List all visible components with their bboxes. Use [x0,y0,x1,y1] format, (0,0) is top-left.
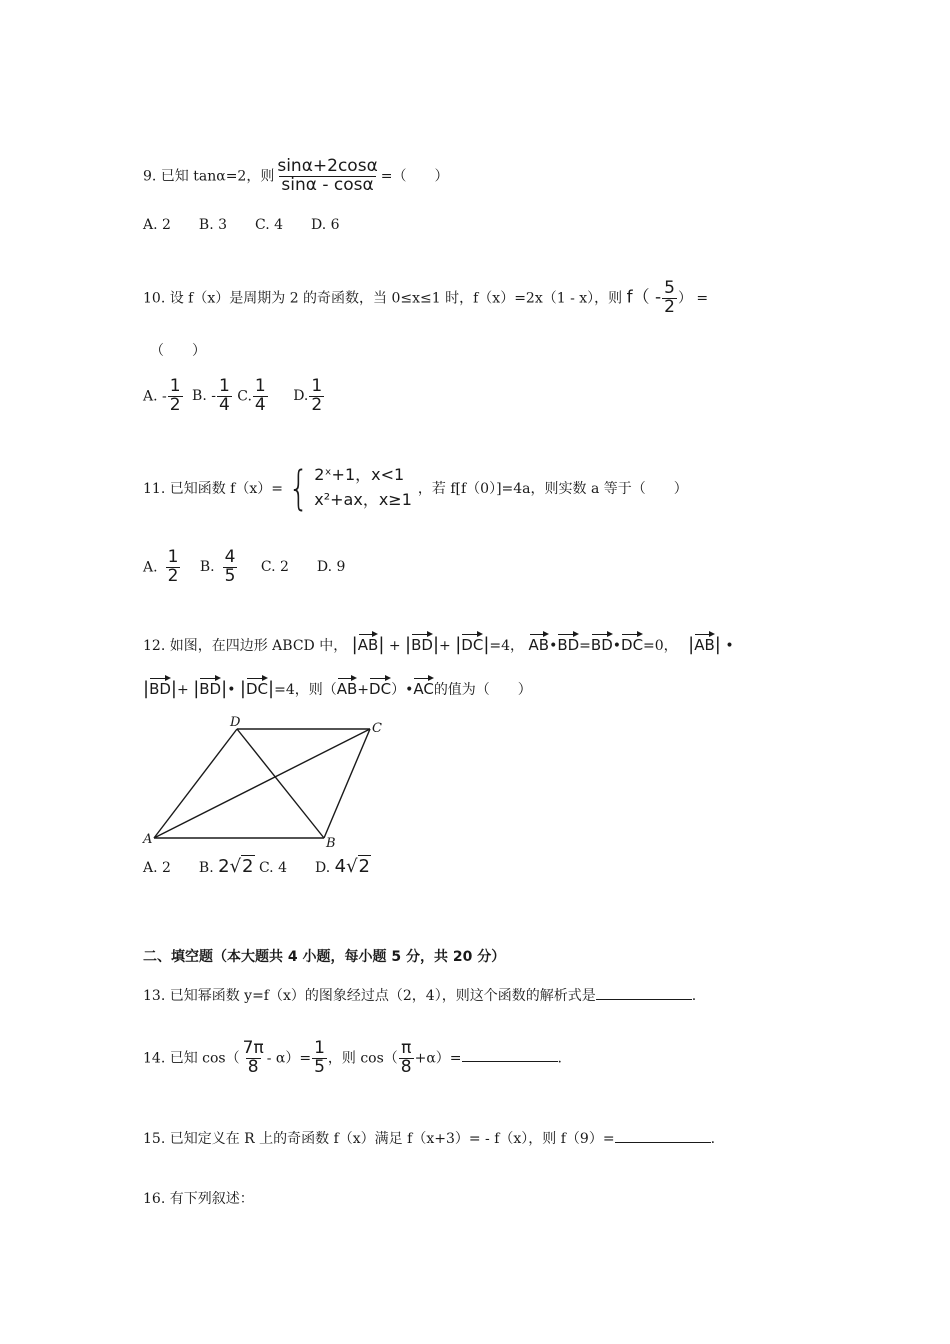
period: . [691,988,697,1004]
period: . [557,1050,562,1067]
q12-opt-cd: C. 4 D. [258,860,331,876]
q10-frac-den: 2 [664,296,675,317]
vector-ab: AB [529,632,550,653]
q14-stem [143,1040,562,1077]
q10-f-prefix: f（ - [626,287,662,308]
q10-c-den: 4 [254,394,266,415]
q12-opt-d-value: 4√2 [334,856,370,877]
vector-bd: BD [591,632,613,653]
q11-brace: { [288,460,309,515]
q10-opt-a-frac [168,378,183,415]
q11-opt-a-frac [166,549,181,586]
q14-f1-num: 7π [242,1038,264,1058]
q10-opt-c-label: C. [237,388,252,405]
abs-bar: | [239,678,246,699]
q10-d-num: 1 [311,376,323,396]
abs-bar: | [351,634,358,655]
q10-fraction [662,280,677,317]
q12-prefix: 12. 如图，在四边形 ABCD 中， [143,638,348,654]
q10-opt-d-label: D. [293,388,309,405]
vector-ab: AB [358,632,379,653]
q15-text: 15. 已知定义在 R 上的奇函数 f（x）满足 f（x+3）= - f（x），则 f（9）= [143,1131,615,1147]
vector-bd: BD [199,676,221,697]
q14-frac-3 [399,1040,414,1077]
q12-line2 [143,676,532,699]
abs-bar: | [688,634,695,655]
label-c: C [372,721,382,736]
q10-b-den: 4 [218,394,230,415]
vector-ab: AB [694,632,715,653]
q11-cases [314,463,412,513]
vector-bd: BD [411,632,433,653]
q9-suffix: =（ ） [380,168,449,185]
q11-opt-b-frac [223,549,238,586]
q11-case1: 2ˣ+1，x<1 [314,465,405,484]
q10-opt-b-label: B. - [192,388,216,405]
q14-frac-2 [312,1040,327,1077]
plus-sign: + [388,638,401,654]
abs-bar: | [714,634,721,655]
q11-stem [143,460,688,515]
q12-line2-mid: =4，则（ [274,682,337,698]
q12-line1: 12. 如图，在四边形 ABCD 中， |AB| + |BD|+ |DC|=4， AB•BD=BD•DC=0， |AB| • [143,634,734,655]
q10-a-num: 1 [169,376,181,396]
q11-a-num: 1 [167,547,179,567]
q9-numerator: sinα+2cosα [277,156,378,176]
coef: 4 [334,856,347,877]
q16-stem: 16. 有下列叙述： [143,1191,254,1207]
vector-ac: AC [413,676,433,697]
diagonal-bd [237,729,324,838]
abs-bar: | [170,678,177,699]
quadrilateral-diagram [140,712,400,852]
q14-mid2: ，则 cos（ [327,1050,398,1067]
radicand: 2 [358,856,370,877]
vector-bd: BD [557,632,579,653]
q10-text: 10. 设 f（x）是周期为 2 的奇函数，当 0≤x≤1 时，f（x）=2x（1 - x），则 [143,290,623,307]
plus-sign: + [357,682,370,698]
q11-case2: x²+ax，x≥1 [314,489,412,509]
dot-operator: • [405,682,414,698]
abs-bar: | [193,678,200,699]
q10-c-num: 1 [254,376,266,396]
q14-f1-den: 8 [247,1056,259,1077]
edge-ad [154,729,237,838]
edge-bc [324,729,370,838]
q14-mid3: +α）= [414,1050,462,1067]
q11-a-den: 2 [167,565,179,586]
radicand: 2 [242,856,254,877]
q10-opt-c-frac [253,378,268,415]
q15-stem [143,1128,715,1148]
q14-f2-num: 1 [314,1038,325,1058]
q10-a-den: 2 [169,394,181,415]
label-a: A [143,832,153,847]
q11-b-num: 4 [224,547,236,567]
q11-opt-b-label: B. [199,559,215,576]
abs-bar: | [455,634,462,655]
q9-stem [143,158,449,195]
q10-paren: （ ） [150,343,206,359]
q13-stem [143,985,696,1005]
q11-opt-a-label: A. [143,559,158,576]
label-b: B [326,836,336,851]
q10-stem [143,280,708,317]
answer-blank[interactable] [615,1128,711,1143]
answer-blank[interactable] [596,985,692,1000]
abs-bar: | [483,634,490,655]
abs-bar: | [432,634,440,655]
coef: 2 [218,856,230,877]
answer-blank[interactable] [462,1047,558,1062]
equals-four: =4， [489,638,525,654]
vector-dc: DC [461,632,483,653]
abs-bar: | [221,678,228,699]
q12-opt-b-value: 2√2 [218,856,254,877]
dot-operator: • [549,638,558,654]
q10-options [143,378,325,415]
q9-fraction [275,158,379,195]
q12-line2-end: 的值为（ ） [433,682,532,698]
period: . [710,1131,716,1147]
vector-dc: DC [246,676,268,697]
q14-frac-1 [241,1040,266,1077]
q11-suffix: ，若 f[f（0）]=4a，则实数 a 等于（ ） [417,480,688,497]
abs-bar: | [268,678,275,699]
plus-sign: + [439,638,451,654]
q11-piecewise [143,460,688,515]
q9-options: A. 2 B. 3 C. 4 D. 6 [143,217,340,233]
abs-bar: | [143,678,150,699]
q14-f3-num: π [401,1038,412,1058]
q14-prefix: 14. 已知 cos（ [143,1050,240,1067]
q11-opt-cd: C. 2 D. 9 [260,559,346,576]
plus-sign: + [177,682,189,698]
abs-bar: | [405,634,412,655]
q12-options [143,856,371,877]
dot-operator: • [725,638,734,654]
label-d: D [230,715,241,730]
vector-dc: DC [621,632,643,653]
q11-options [143,549,345,586]
q14-f2-den: 5 [314,1056,325,1077]
q10-f-suffix: ） = [677,290,709,307]
q10-frac-num: 5 [664,278,675,298]
vector-bd: BD [149,676,171,697]
dot-operator: • [612,638,622,654]
q11-prefix: 11. 已知函数 f（x）= [143,480,283,497]
abs-bar: | [378,634,385,655]
vector-ab: AB [337,676,358,697]
q14-f3-den: 8 [400,1056,412,1077]
q9-denominator: sinα - cosα [281,174,374,195]
q10-d-den: 2 [311,394,323,415]
q12-opt-ab: A. 2 B. [143,860,214,876]
q14-mid1: - α）= [266,1050,312,1067]
section-heading: 二、填空题（本大题共 4 小题，每小题 5 分，共 20 分） [143,949,506,965]
q13-text: 13. 已知幂函数 y=f（x）的图象经过点（2，4），则这个函数的解析式是 [143,988,596,1004]
vector-dc: DC [369,676,391,697]
q11-b-den: 5 [224,565,236,586]
equals-zero: =0， [643,638,678,654]
dot-operator: • [227,682,236,698]
q9-prefix: 9. 已知 tanα=2，则 [143,168,275,185]
q10-opt-a-label: A. - [143,388,167,405]
diagonal-ac [154,729,370,838]
q10-b-num: 1 [218,376,230,396]
q10-opt-d-frac [309,378,324,415]
q10-opt-b-frac [217,378,232,415]
close-paren: ） [391,682,406,698]
